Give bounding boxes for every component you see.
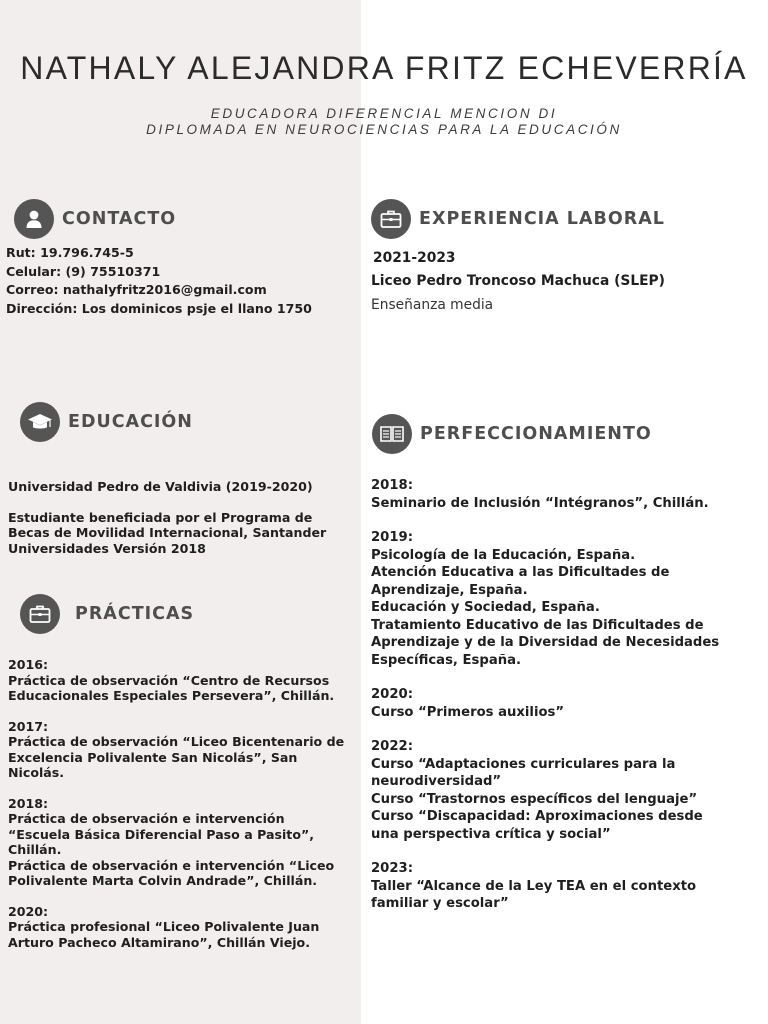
practice-year: 2018: — [8, 795, 49, 811]
subtitle-line-1: EDUCADORA DIFERENCIAL MENCION DI — [210, 106, 558, 121]
practice-line: Arturo Pacheco Altamirano”, Chillán Viejo. — [8, 934, 310, 950]
training-line: Curso “Adaptaciones curriculares para la — [371, 756, 676, 772]
training-line: neurodiversidad” — [371, 774, 502, 789]
person-icon — [14, 199, 54, 239]
training-year: 2022: — [371, 739, 413, 754]
practice-line: Chillán. — [8, 842, 62, 857]
training-line: Aprendizaje y de la Diversidad de Necesidades — [371, 635, 720, 650]
training-line: Curso “Trastornos específicos del lenguaje” — [371, 791, 698, 807]
experience-year-text: 2021-2023 — [373, 250, 456, 266]
training-line: Taller “Alcance de la Ley TEA en el contexto — [371, 878, 697, 894]
contact-email: Correo: nathalyfritz2016@gmail.com — [6, 282, 267, 297]
practice-line: Polivalente Marta Colvin Andrade”, Chillán. — [8, 873, 318, 888]
training-year: 2019: — [371, 530, 413, 545]
practice-line: Práctica de observación e intervención “Liceo — [8, 857, 335, 873]
training-year: 2020: — [371, 687, 413, 702]
book-icon — [372, 414, 412, 454]
practice-line: Educacionales Especiales Persevera”, Chillán. — [8, 688, 335, 703]
subtitle-line-2: DIPLOMADA EN NEUROCIENCIAS PARA LA EDUCACIÓN — [146, 122, 622, 137]
education-university: Universidad Pedro de Valdivia (2019-2020) — [8, 479, 313, 494]
briefcase-icon — [20, 594, 60, 634]
education-scholarship-line: Becas de Movilidad Internacional, Santander — [8, 525, 327, 540]
practices-details — [8, 657, 360, 950]
contact-rut: Rut: 19.796.745-5 — [6, 245, 134, 260]
contact-address: Dirección: Los dominicos psje el llano 1750 — [6, 300, 312, 316]
experience-employer — [371, 273, 665, 290]
briefcase-icon — [371, 199, 411, 239]
practice-line: Nicolás. — [8, 765, 65, 780]
education-section-header — [20, 402, 193, 442]
practice-year: 2016: — [8, 657, 49, 672]
education-scholarship-line: Estudiante beneficiada por el Programa de — [8, 509, 313, 525]
practices-section-header — [20, 594, 194, 634]
training-year: 2018: — [371, 478, 413, 493]
education-scholarship-line: Universidades Versión 2018 — [8, 540, 206, 556]
practice-year: 2020: — [8, 903, 49, 919]
experience-level — [371, 297, 493, 314]
practice-line: Excelencia Polivalente San Nicolás”, San — [8, 749, 298, 765]
contact-phone: Celular: (9) 75510371 — [6, 263, 161, 279]
training-line: una perspectiva crítica y social” — [371, 826, 611, 842]
training-line: Aprendizaje, España. — [371, 582, 528, 598]
practice-line: Práctica de observación e intervención — [8, 811, 285, 826]
training-title: PERFECCIONAMIENTO — [420, 424, 652, 444]
training-line: Curso “Discapacidad: Aproximaciones desde — [371, 809, 703, 824]
training-line: familiar y escolar” — [371, 896, 509, 911]
contact-details — [6, 244, 312, 318]
contact-section-header — [14, 199, 176, 239]
training-line: Específicas, España. — [371, 652, 522, 668]
education-details — [8, 479, 353, 556]
training-line: Seminario de Inclusión “Intégranos”, Chillán. — [371, 495, 709, 511]
experience-level-text: Enseñanza media — [371, 297, 494, 313]
training-line: Curso “Primeros auxilios” — [371, 704, 565, 720]
practice-line: Práctica de observación “Liceo Bicentenario de — [8, 734, 345, 749]
experience-section-header — [371, 199, 665, 239]
practice-line: Práctica de observación “Centro de Recursos — [8, 672, 330, 688]
training-line: Tratamiento Educativo de las Dificultades de — [371, 617, 704, 633]
training-line: Psicología de la Educación, España. — [371, 547, 636, 563]
practice-line: “Escuela Básica Diferencial Paso a Pasito”, — [8, 826, 315, 842]
education-title: EDUCACIÓN — [68, 412, 193, 432]
training-line: Atención Educativa a las Dificultades de — [371, 565, 670, 580]
practice-line: Práctica profesional “Liceo Polivalente Juan — [8, 919, 320, 934]
graduation-cap-icon — [20, 402, 60, 442]
training-line: Educación y Sociedad, España. — [371, 600, 600, 615]
experience-year — [373, 250, 456, 267]
practice-year: 2017: — [8, 718, 49, 734]
training-details — [371, 477, 763, 913]
practices-title: PRÁCTICAS — [75, 604, 195, 624]
full-name: NATHALY ALEJANDRA FRITZ ECHEVERRÍA — [20, 50, 748, 86]
training-year: 2023: — [371, 861, 413, 876]
contact-title: CONTACTO — [62, 209, 177, 229]
experience-employer-text: Liceo Pedro Troncoso Machuca (SLEP) — [371, 273, 665, 289]
training-section-header — [372, 414, 652, 454]
experience-title: EXPERIENCIA LABORAL — [419, 209, 665, 229]
